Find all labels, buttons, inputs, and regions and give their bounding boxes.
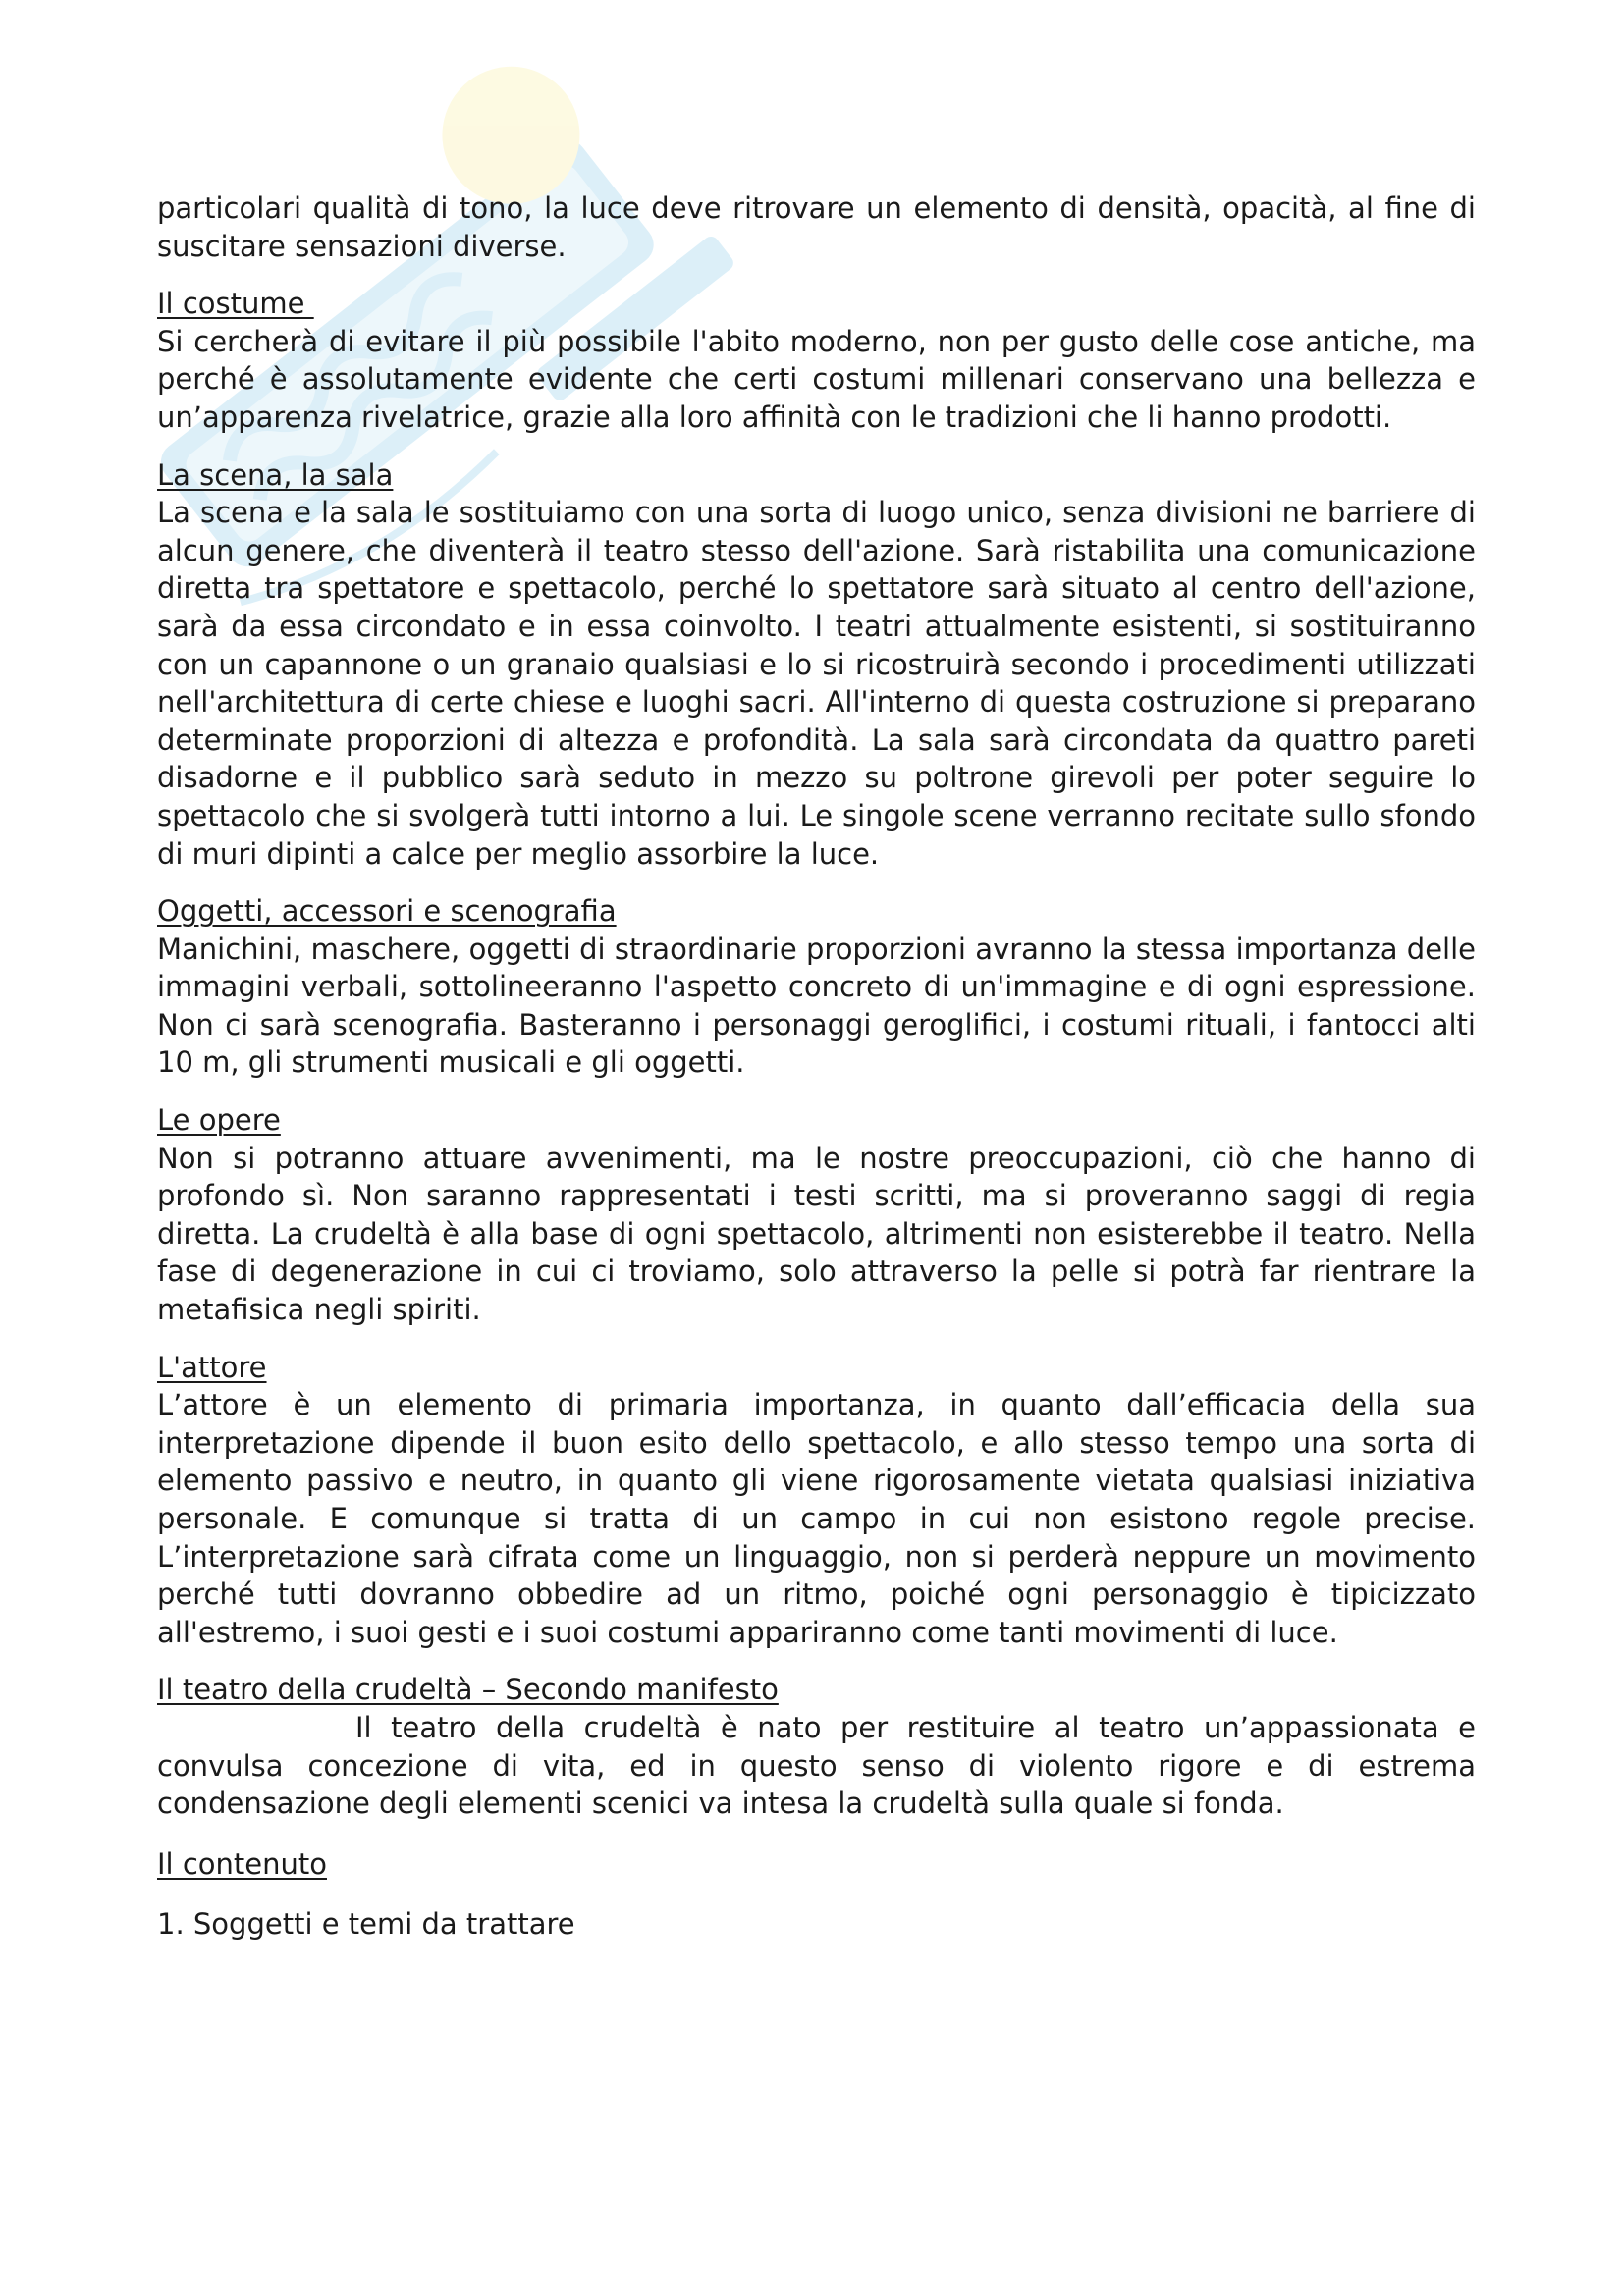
section-heading-opere: Le opere [157,1103,281,1138]
section-heading-costume: Il costume [157,287,314,321]
section-body-oggetti: Manichini, maschere, oggetti di straordinarie proporzioni avranno la stessa importanza delle immagini verbali, sottolineeranno l'aspetto concreto di un'immagine e di ogni espressione. Non ci sarà scenografia. Basteranno i personaggi geroglifici, i costumi rituali, i fantocci alti 10 m, gli strumenti musicali e gli oggetti. [157,932,1476,1080]
section-contenuto [157,1845,1476,1884]
section-attore [157,1349,1476,1652]
section-body-scena: La scena e la sala le sostituiamo con una sorta di luogo unico, senza divisioni ne barriere di alcun genere, che diventerà il teatro stesso dell'azione. Sarà ristabilita una comunicazione diretta tra spettatore e spettacolo, perché lo spettatore sarà situato al centro dell'azione, sarà da essa circondato e in essa coinvolto. I teatri attualmente esistenti, si sostituiranno con un capannone o un granaio qualsiasi e lo si ricostruirà secondo i procedimenti utilizzati nell'architettura di certe chiese e luoghi sacri. All'interno di questa costruzione si preparano determinate proporzioni di altezza e profondità. La sala sarà circondata da quattro pareti disadorne e il pubblico sarà seduto in mezzo su poltrone girevoli per poter seguire lo spettacolo che si svolgerà tutti intorno a lui. Le singole scene verranno recitate sullo sfondo di muri dipinti a calce per meglio assorbire la luce. [157,496,1476,871]
section-body-opere: Non si potranno attuare avvenimenti, ma le nostre preoccupazioni, ciò che hanno di profondo sì. Non saranno rappresentati i testi scritti, ma si proveranno saggi di regia diretta. La crudeltà è alla base di ogni spettacolo, altrimenti non esisterebbe il teatro. Nella fase di degenerazione in cui ci troviamo, solo attraverso la pelle si potrà far rientrare la metafisica negli spiriti. [157,1141,1476,1327]
section-body-costume: Si cercherà di evitare il più possibile l'abito moderno, non per gusto delle cose antiche, ma perché è assolutamente evidente che certi costumi millenari conservano una bellezza e un’apparenza rivelatrice, grazie alla loro affinità con le tradizioni che li hanno prodotti. [157,324,1476,434]
section-manifesto [157,1671,1476,1822]
list-item-soggetti: 1. Soggetti e temi da trattare [157,1907,575,1942]
section-heading-manifesto: Il teatro della crudeltà – Secondo manifesto [157,1673,779,1707]
section-costume [157,285,1476,436]
section-heading-oggetti: Oggetti, accessori e scenografia [157,894,617,929]
section-heading-contenuto: Il contenuto [157,1846,327,1881]
section-heading-scena: La scena, la sala [157,457,394,492]
intro-paragraph: particolari qualità di tono, la luce deve ritrovare un elemento di densità, opacità, al fine di suscitare sensazioni diverse. [157,191,1476,263]
section-body-attore: L’attore è un elemento di primaria importanza, in quanto dall’efficacia della sua interpretazione dipende il buon esito dello spettacolo, e allo stesso tempo una sorta di elemento passivo e neutro, in quanto gli viene rigorosamente vietata qualsiasi iniziativa personale. E comunque si tratta di un campo in cui non esistono regole precise. L’interpretazione sarà cifrata come un linguaggio, non si perderà neppure un movimento perché tutti dovranno obbedire ad un ritmo, poiché ogni personaggio è tipicizzato all'estremo, i suoi gesti e i suoi costumi appariranno come tanti movimenti di luce. [157,1388,1476,1649]
section-body-manifesto: Il teatro della crudeltà è nato per restituire al teatro un’appassionata e convulsa concezione di vita, ed in questo senso di violento rigore e di estrema condensazione degli elementi scenici va intesa la crudeltà sulla quale si fonda. [157,1710,1476,1821]
section-scena [157,456,1476,874]
section-oggetti [157,892,1476,1082]
section-opere [157,1101,1476,1329]
document-page [157,189,1476,1944]
section-heading-attore: L'attore [157,1350,267,1384]
